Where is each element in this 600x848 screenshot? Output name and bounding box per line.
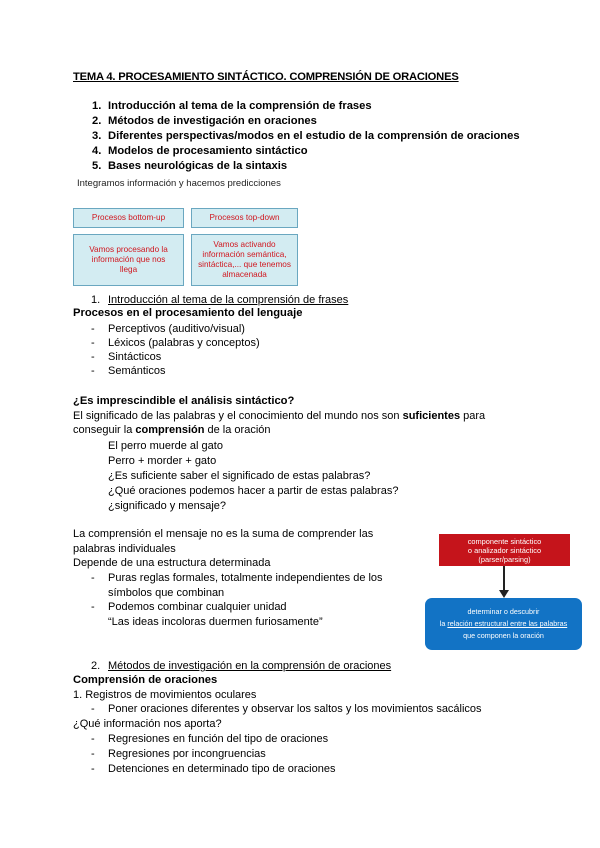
section2-number: 2.	[91, 660, 101, 672]
toc-item	[92, 129, 520, 144]
list-item: Perceptivos (auditivo/visual)	[108, 323, 245, 335]
top-down-label-box: Procesos top-down	[191, 208, 298, 228]
toc-number: 4.	[92, 145, 102, 157]
list-dash: -	[91, 601, 95, 613]
list-dash: -	[91, 763, 95, 775]
list-dash: -	[91, 748, 95, 760]
bottom-up-desc: Vamos procesando la información que nos llega	[89, 245, 168, 274]
toc-number: 1.	[92, 100, 102, 112]
structure-line: Depende de una estructura determinada	[73, 557, 271, 569]
top-down-desc-box	[191, 234, 298, 286]
text-run: para	[460, 410, 486, 422]
list-dash: -	[91, 733, 95, 745]
example-line: ¿significado y mensaje?	[108, 500, 227, 512]
toc-number: 5.	[92, 160, 102, 172]
diagram-caption: Integramos información y hacemos predicciones	[77, 178, 281, 189]
toc-item	[92, 99, 520, 114]
section2-subheading: Comprensión de oraciones	[73, 674, 218, 686]
bottom-up-label-box: Procesos bottom-up	[73, 208, 184, 228]
bold-run: comprensión	[135, 424, 205, 436]
list-dash: -	[91, 351, 95, 363]
underlined-run: relación estructural entre las palabras	[447, 619, 568, 628]
red-box-line: o analizador sintáctico	[467, 545, 542, 555]
section2-heading: Métodos de investigación en la comprensión de oraciones	[108, 660, 392, 672]
structure-line: La comprensión el mensaje no es la suma de comprender las	[73, 528, 374, 540]
blue-box-line: que componen la oración	[463, 631, 544, 640]
list-dash: -	[91, 572, 95, 584]
structure-line: palabras individuales	[73, 543, 176, 555]
list-item: Semánticos	[108, 365, 166, 377]
list-dash: -	[91, 703, 95, 715]
text-run: la	[439, 619, 448, 628]
section2-point-item: Poner oraciones diferentes y observar los saltos y los movimientos sacálicos	[108, 703, 482, 715]
structure-item: Puras reglas formales, totalmente independientes de los	[108, 572, 383, 584]
structure-quote: “Las ideas incoloras duermen furiosamente”	[108, 616, 323, 628]
blue-box-line: determinar o descubrir	[467, 607, 540, 616]
example-line: ¿Es suficiente saber el significado de estas palabras?	[108, 470, 371, 482]
text-run: conseguir la	[73, 424, 136, 436]
toc-item	[92, 114, 520, 129]
toc-text: Métodos de investigación en oraciones	[108, 115, 317, 127]
document-title: TEMA 4. PROCESAMIENTO SINTÁCTICO. COMPRENSIÓN DE ORACIONES	[73, 71, 459, 83]
list-dash: -	[91, 365, 95, 377]
section2-point: 1. Registros de movimientos oculares	[73, 689, 257, 701]
table-of-contents	[92, 99, 520, 174]
list-dash: -	[91, 323, 95, 335]
arrow-down-icon	[499, 590, 509, 598]
structure-item-cont: símbolos que combinan	[108, 587, 225, 599]
bottom-up-desc-box	[73, 234, 184, 286]
list-item: Regresiones por incongruencias	[108, 748, 266, 760]
section1-number: 1.	[91, 294, 101, 306]
list-item: Léxicos (palabras y conceptos)	[108, 337, 260, 349]
section1-subheading: Procesos en el procesamiento del lenguaje	[73, 307, 303, 319]
toc-text: Modelos de procesamiento sintáctico	[108, 145, 308, 157]
toc-number: 2.	[92, 115, 102, 127]
list-item: Detenciones en determinado tipo de oraciones	[108, 763, 336, 775]
example-line: El perro muerde al gato	[108, 440, 223, 452]
flow-arrow-shaft	[503, 566, 505, 592]
bold-run: suficientes	[402, 410, 461, 422]
top-down-desc: Vamos activando información semántica, sintáctica,... que tenemos almacenada	[198, 240, 291, 279]
question-paragraph-line2	[73, 424, 271, 436]
red-box-line: (parser/parsing)	[478, 554, 531, 564]
list-item: Sintácticos	[108, 351, 162, 363]
structure-item: Podemos combinar cualquier unidad	[108, 601, 287, 613]
red-box-line: componente sintáctico	[467, 536, 542, 546]
list-item: Regresiones en función del tipo de oraciones	[108, 733, 329, 745]
toc-item	[92, 144, 520, 159]
text-run: de la oración	[204, 424, 271, 436]
example-line: Perro + morder + gato	[108, 455, 217, 467]
toc-text: Diferentes perspectivas/modos en el estudio de la comprensión de oraciones	[108, 130, 520, 142]
example-line: ¿Qué oraciones podemos hacer a partir de estas palabras?	[108, 485, 399, 497]
list-dash: -	[91, 337, 95, 349]
structural-relation-box	[425, 598, 582, 650]
blue-box-line	[425, 618, 582, 630]
section2-question: ¿Qué información nos aporta?	[73, 718, 222, 730]
syntactic-component-box	[439, 534, 570, 566]
text-run: El significado de las palabras y el conocimiento del mundo nos son	[73, 410, 403, 422]
section1-heading: Introducción al tema de la comprensión de frases	[108, 294, 349, 306]
question-heading: ¿Es imprescindible el análisis sintáctico?	[73, 395, 295, 407]
toc-text: Introducción al tema de la comprensión de frases	[108, 100, 372, 112]
toc-item	[92, 159, 520, 174]
toc-text: Bases neurológicas de la sintaxis	[108, 160, 288, 172]
question-paragraph-line1	[73, 410, 485, 422]
toc-number: 3.	[92, 130, 102, 142]
